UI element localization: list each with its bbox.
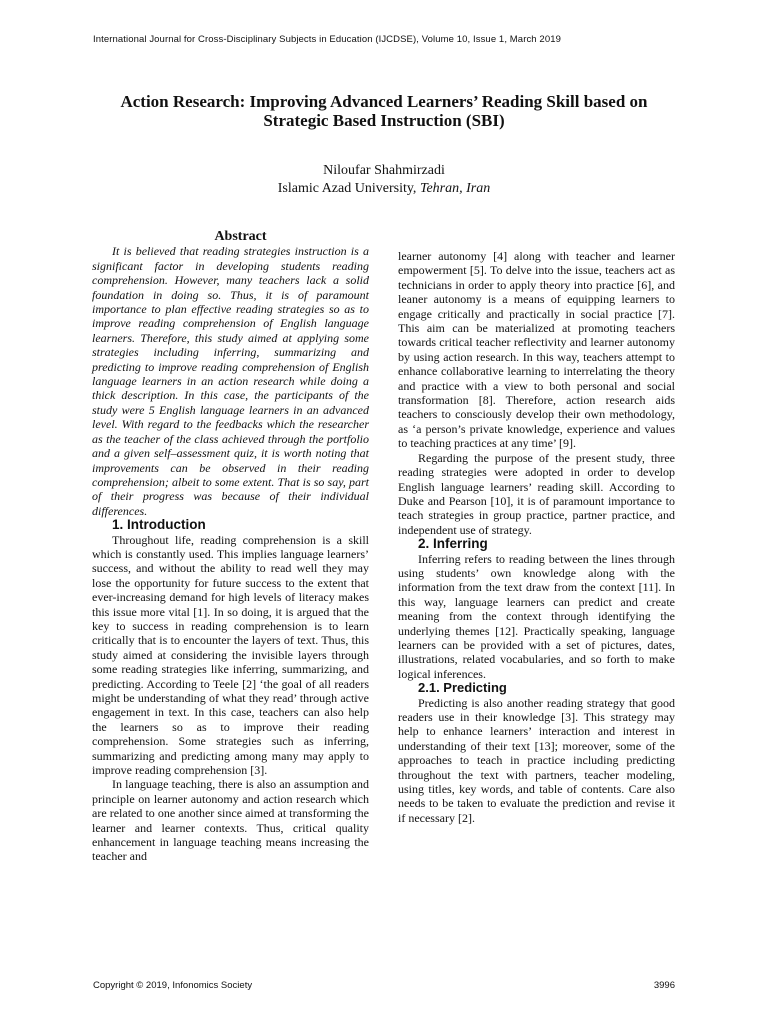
left-column bbox=[92, 230, 369, 864]
author-affiliation bbox=[60, 180, 708, 198]
predicting-para: Predicting is also another reading strategy that good readers use in their knowledge [3]. This strategy may help to enhance learners’ interaction and interest in understanding of their text [13]; moreover, some of the approaches to teach in practice including predicting throughout the text with partners, teacher modeling, using titles, key words, and table of contents. Care also needs to be taken to evaluate the prediction and revise it if necessary [2]. bbox=[398, 695, 675, 825]
author-name: Niloufar Shahmirzadi bbox=[323, 163, 445, 178]
abstract-text: It is believed that reading strategies instruction is a significant factor in developing students reading comprehension. However, many teachers lack a solid foundation in doing so. Thus, it is of paramount importance to plan effective reading strategies so as to improve reading comprehension of English language learners. Therefore, this study aimed at applying some strategies including inferring, summarizing and predicting to improve reading comprehension of English language learners in an action research while doing a thick description. In this case, the participants of the study were 5 English language learners in an advanced level. With regard to the feedbacks which the researcher as the teacher of the class achieved through the portfolio and a given self–assessment quiz, it is worth noting that improvements can be observed in their reading comprehension; albeit to some extent. That is so say, part of their progress was because of their individual differences. bbox=[92, 244, 369, 518]
introduction-para-1: Throughout life, reading comprehension is a skill which is constantly used. This implies language learners’ success, and without the ability to read well they may lose the opportunity for future success to the extent that ever-increasing demand for high levels of literacy makes this issue more vital [1]. In so doing, it is argued that the key to success in reading comprehension is to learn critically that is to encounter the layers of text. Thus, this study aimed at considering the invisible layers through some reading strategies like inferring, summarizing, and predicting. According to Teele [2] ‘the goal of all readers might be understanding of what they read’ through active engagement in text. In this case, teachers can also help the learners so as to improve their reading comprehension. Some strategies such as inferring, summarizing and predicting among many may apply to improve reading comprehension [3]. bbox=[92, 532, 369, 778]
title-line-1: Action Research: Improving Advanced Learners’ Reading Skill based on bbox=[120, 92, 648, 111]
running-head: International Journal for Cross-Disciplinary Subjects in Education (IJCDSE), Volume 10, Issue 1, March 2019 bbox=[93, 34, 561, 45]
inferring-heading: 2. Inferring bbox=[418, 536, 488, 552]
introduction-heading: 1. Introduction bbox=[112, 517, 206, 533]
affiliation-location: Tehran, Iran bbox=[419, 181, 491, 196]
footer-copyright: Copyright © 2019, Infonomics Society bbox=[93, 980, 253, 991]
title-line-2: Strategic Based Instruction (SBI) bbox=[263, 111, 505, 130]
abstract-heading: Abstract bbox=[214, 229, 267, 244]
right-column bbox=[398, 249, 675, 825]
author-block bbox=[60, 162, 708, 198]
footer-page-number: 3996 bbox=[653, 980, 675, 991]
introduction-para-2: In language teaching, there is also an assumption and principle on learner autonomy and action research which are related to one another since aimed at transforming the learner and learner contexts. Thus, critical quality enhancement in language teaching means increasing the teacher and bbox=[92, 777, 369, 864]
inferring-para: Inferring refers to reading between the lines through using students’ own knowledge along with the information from the text draw from the context [11]. In this way, language learners can predict and create meaning from the context through identifying the underlying themes [12]. Practically speaking, language learners can be provided with a set of pictures, dates, illustrations, related vocabularies, and so forth to make logical inferences. bbox=[398, 551, 675, 681]
introduction-para-2-continued: learner autonomy [4] along with teacher and learner empowerment [5]. To delve into the issue, teachers act as technicians in order to apply theory into practice [6], and leaner autonomy is a means of equipping learners to engage critically and practically in social practice [7]. This aim can be materialized at promoting teachers towards critical teacher reflectivity and learner autonomy by using action research. In this way, teachers attempt to enhance collaborative learning to interrelating the theory and practice with a view to both personal and social transformation [8]. Therefore, action research aids teachers to consciously develop their own methodology, as ‘a person’s private knowledge, experience and values to teaching practices at any time’ [9]. bbox=[398, 249, 675, 451]
affiliation-name: Islamic Azad University, bbox=[277, 181, 417, 196]
introduction-para-3: Regarding the purpose of the present study, three reading strategies were adopted in order to develop English language learners’ reading skill. According to Duke and Pearson [10], it is of paramount importance to teach strategies in group practice, partner practice, and independent use of strategy. bbox=[398, 450, 675, 537]
paper-title bbox=[60, 92, 708, 130]
predicting-heading: 2.1. Predicting bbox=[418, 680, 507, 696]
